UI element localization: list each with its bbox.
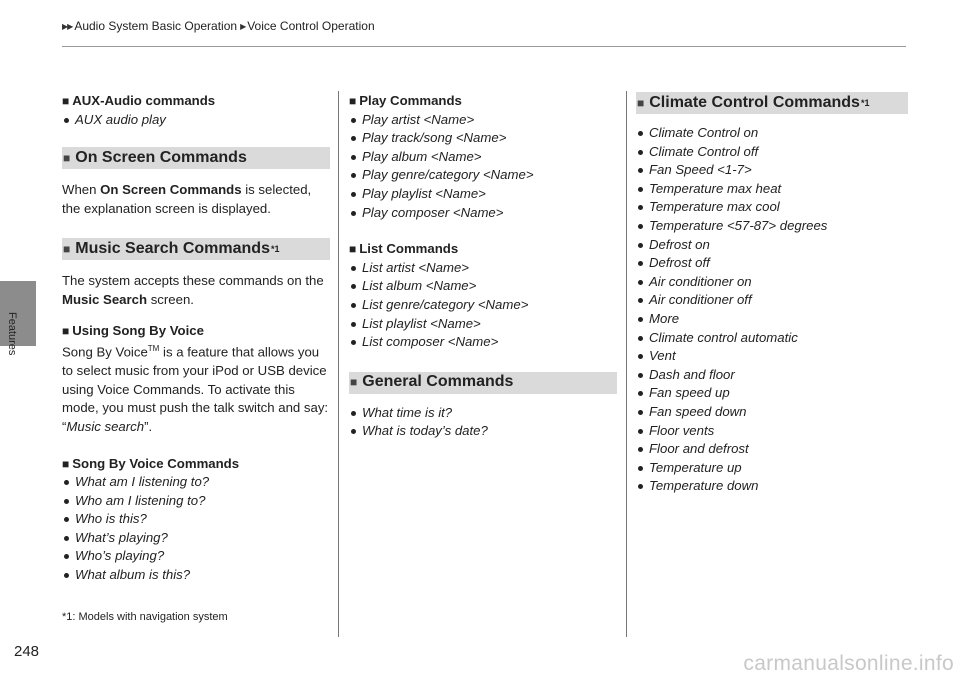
- command-list: [62, 473, 330, 585]
- column-divider: [338, 91, 339, 637]
- list-item: List composer <Name>: [349, 333, 617, 352]
- column-2: [349, 92, 617, 441]
- list-item: List artist <Name>: [349, 259, 617, 278]
- list-item: Dash and floor: [636, 366, 908, 385]
- list-item: Climate Control off: [636, 143, 908, 162]
- square-bullet-icon: ■: [62, 456, 70, 471]
- section-title-bar: ■ On Screen Commands: [62, 147, 330, 169]
- command-list: [349, 404, 617, 441]
- list-item: Climate Control on: [636, 124, 908, 143]
- list-item: Floor and defrost: [636, 440, 908, 459]
- command-list: [636, 124, 908, 496]
- list-item: Fan Speed <1-7>: [636, 161, 908, 180]
- list-item: Temperature down: [636, 477, 908, 496]
- footnote: *1: Models with navigation system: [62, 611, 228, 623]
- list-item: Air conditioner off: [636, 291, 908, 310]
- section-heading: ■ Using Song By Voice: [62, 322, 204, 338]
- breadcrumb-item-1[interactable]: Audio System Basic Operation: [74, 19, 238, 33]
- header-divider: [62, 46, 906, 47]
- list-item: List genre/category <Name>: [349, 296, 617, 315]
- list-item: Defrost on: [636, 236, 908, 255]
- list-item: Temperature <57-87> degrees: [636, 217, 908, 236]
- column-1: [62, 92, 330, 585]
- list-item: Who am I listening to?: [62, 492, 330, 511]
- section-tab-label: Features: [6, 312, 18, 356]
- list-item: More: [636, 310, 908, 329]
- section-heading: ■ Song By Voice Commands: [62, 455, 240, 471]
- list-item: AUX audio play: [62, 111, 330, 130]
- paragraph: The system accepts these commands on the Music Search screen.: [62, 273, 324, 307]
- square-bullet-icon: ■: [637, 95, 645, 110]
- command-list: [62, 111, 330, 130]
- list-item: Play track/song <Name>: [349, 129, 617, 148]
- list-item: Who is this?: [62, 510, 330, 529]
- square-bullet-icon: ■: [349, 242, 357, 257]
- command-list: [349, 259, 617, 352]
- list-item: Play genre/category <Name>: [349, 166, 617, 185]
- list-item: Temperature max heat: [636, 180, 908, 199]
- section-title-bar: ■ Music Search Commands *1: [62, 238, 330, 260]
- square-bullet-icon: ■: [62, 94, 70, 108]
- square-bullet-icon: ■: [63, 150, 71, 165]
- list-item: Play composer <Name>: [349, 204, 617, 223]
- list-item: Who’s playing?: [62, 547, 330, 566]
- square-bullet-icon: ■: [63, 242, 71, 257]
- column-3: [636, 92, 908, 496]
- section-title-bar: ■ General Commands: [349, 372, 617, 394]
- list-item: What is today’s date?: [349, 422, 617, 441]
- list-item: Defrost off: [636, 254, 908, 273]
- list-item: Floor vents: [636, 422, 908, 441]
- list-item: Vent: [636, 347, 908, 366]
- list-item: List playlist <Name>: [349, 315, 617, 334]
- paragraph: Song By Voice™ is a feature that allows you to select music from your iPod or USB device using Voice Commands. To activate this mode, you must push the talk switch and say: “Music search”.: [62, 344, 329, 434]
- section-heading: ■ Play Commands: [349, 93, 462, 108]
- list-item: Air conditioner on: [636, 273, 908, 292]
- arrow-right-icon: ▶: [240, 21, 246, 31]
- list-item: What am I listening to?: [62, 473, 330, 492]
- list-item: Play playlist <Name>: [349, 185, 617, 204]
- command-list: [349, 111, 617, 223]
- list-item: Climate control automatic: [636, 329, 908, 348]
- list-item: Play artist <Name>: [349, 111, 617, 130]
- list-item: What time is it?: [349, 404, 617, 423]
- square-bullet-icon: ■: [349, 94, 357, 108]
- square-bullet-icon: ■: [350, 375, 358, 390]
- breadcrumb-item-2[interactable]: Voice Control Operation: [247, 19, 375, 33]
- square-bullet-icon: ■: [62, 323, 70, 338]
- list-item: Play album <Name>: [349, 148, 617, 167]
- arrow-right-icon: ▶▶: [62, 21, 73, 31]
- column-divider: [626, 91, 627, 637]
- section-heading: ■ AUX-Audio commands: [62, 93, 216, 108]
- list-item: Fan speed up: [636, 384, 908, 403]
- list-item: Temperature up: [636, 459, 908, 478]
- page-number: 248: [14, 643, 40, 660]
- breadcrumb: [62, 19, 375, 33]
- list-item: List album <Name>: [349, 277, 617, 296]
- paragraph: When On Screen Commands is selected, the explanation screen is displayed.: [62, 182, 312, 216]
- section-heading: ■ List Commands: [349, 241, 459, 257]
- watermark: carmanualsonline.info: [743, 652, 954, 675]
- section-title-bar: ■ Climate Control Commands *1: [636, 92, 908, 114]
- list-item: Fan speed down: [636, 403, 908, 422]
- list-item: What’s playing?: [62, 529, 330, 548]
- list-item: Temperature max cool: [636, 198, 908, 217]
- list-item: What album is this?: [62, 566, 330, 585]
